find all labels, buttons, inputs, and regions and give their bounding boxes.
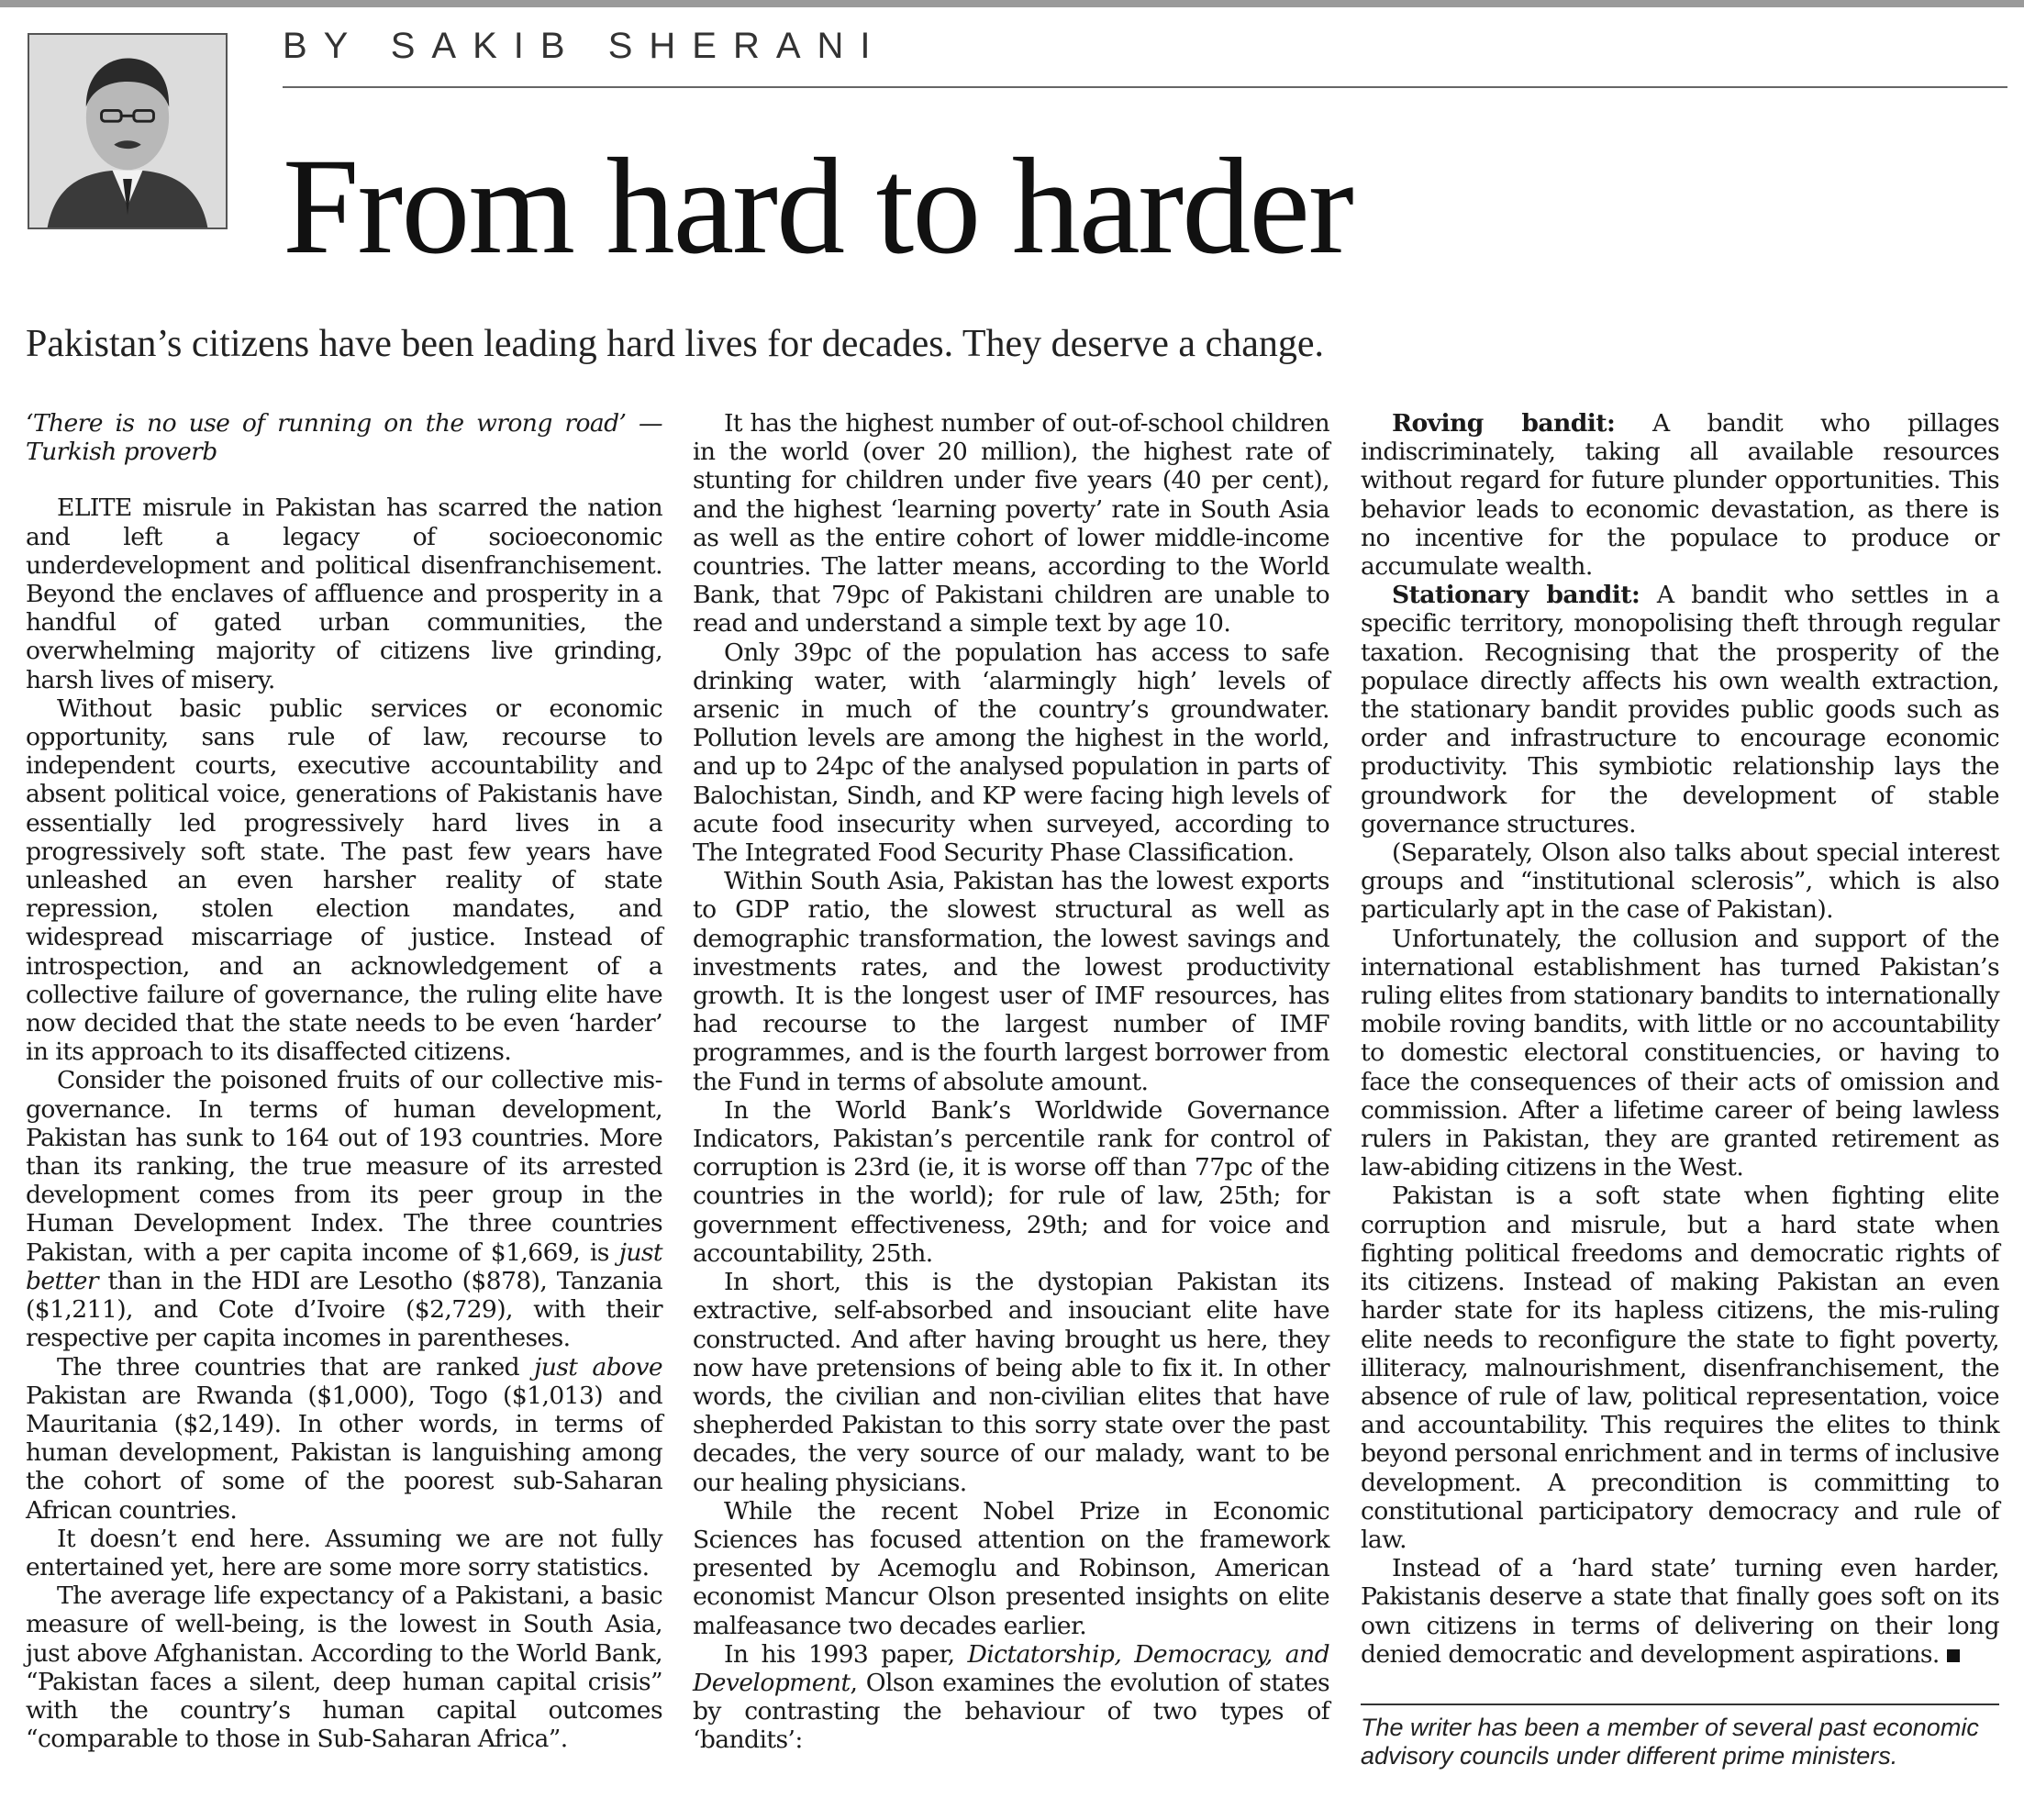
end-mark [1947,1649,1960,1662]
paragraph-text: The three countries that are ranked [57,1352,535,1382]
paragraph-text: Instead of a ‘hard state’ turning even harder, Pakistanis deserve a state that finally goes soft on its own citizens in terms of delivering on their long denied democratic and development aspirations. [1361,1554,1999,1669]
paragraph [1361,409,1999,581]
byline: BY SAKIB SHERANI [283,26,887,66]
paragraph: In short, this is the dystopian Pakistan its extractive, self-absorbed and insouciant elite have constructed. And after having brought us here, they now have pretensions of being able to fix it. In other words, the civilian and non-civilian elites that have shepherded Pakistan to this sorry state over the past decades, the very source of our malady, want to be our healing physicians. [693,1268,1329,1497]
author-footnote: The writer has been a member of several past economic advisory councils under different prime ministers. [1361,1714,1979,1770]
article-column-3 [1361,409,1999,1813]
article-column-2 [693,409,1329,1813]
paragraph-text: Consider the poisoned fruits of our collective mis-governance. In terms of human development, Pakistan has sunk to 164 out of 193 countries. More than its ranking, the true measure of its arrested development comes from its peer group in the Human Development Index. The three countries Pakistan, with a per capita income of $1,669, is [26,1066,662,1267]
term-label: Stationary bandit: [1392,581,1640,610]
paragraph: Unfortunately, the collusion and support of the international establishment has turned Pakistan’s ruling elites from stationary bandits to internationally mobile roving bandits, with little or no accountability to domestic electoral constituencies, or having to face the consequences of their acts of omission and commission. After a lifetime career of being lawless rulers in Pakistan, they are granted retirement as law-abiding citizens in the West. [1361,924,1999,1182]
paragraph-text: In his 1993 paper, [724,1639,968,1669]
paragraph [693,1640,1329,1755]
standfirst: Pakistan’s citizens have been leading hard lives for decades. They deserve a change. [26,323,1324,365]
emphasis: just above [534,1352,662,1382]
footnote-rule [1361,1703,1999,1705]
headline: From hard to harder [283,130,1352,283]
paragraph: ELITE misrule in Pakistan has scarred the nation and left a legacy of socioeconomic underdevelopment and political disenfranchisement. Beyond the enclaves of affluence and prosperity in a handful of gated urban communities, the overwhelming majority of citizens live grinding, harsh lives of misery. [26,494,662,694]
emphasis: just better [26,1237,662,1295]
paragraph-text: A bandit who pillages indiscriminately, taking all available resources without regard for future plunder opportunities. This behavior leads to economic devastation, as there is no incentive for the populace to produce or accumulate wealth. [1361,409,1999,582]
paragraph-text: , Olson examines the evolution of states by contrasting the behaviour of two types of ‘bandits’: [693,1668,1329,1755]
author-portrait [28,33,228,229]
paragraph: It has the highest number of out-of-school children in the world (over 20 million), the highest rate of stunting for children under five years (40 per cent), and the highest ‘learning poverty’ rate in South Asia as well as the entire cohort of lower middle-income countries. The latter means, according to the World Bank, that 79pc of Pakistani children are unable to read and understand a simple text by age 10. [693,409,1329,638]
paragraph: Within South Asia, Pakistan has the lowest exports to GDP ratio, the slowest structural as well as demographic transformation, the lowest savings and investments rates, and the lowest productivity growth. It is the longest user of IMF resources, has had recourse to the largest number of IMF programmes, and is the fourth largest borrower from the Fund in terms of absolute amount. [693,867,1329,1096]
paragraph-text: Pakistan are Rwanda ($1,000), Togo ($1,013) and Mauritania ($2,149). In other words, in terms of human development, Pakistan is languishing among the cohort of some of the poorest sub-Saharan African countries. [26,1381,662,1525]
paragraph [26,1353,662,1525]
byline-rule [283,86,2007,88]
term-label: Roving bandit: [1392,409,1616,438]
paragraph: Only 39pc of the population has access to safe drinking water, with ‘alarmingly high’ levels of arsenic in much of the country’s groundwater. Pollution levels are among the highest in the world, and up to 24pc of the analysed population in parts of Balochistan, Sindh, and KP were facing high levels of acute food insecurity when surveyed, according to The Integrated Food Security Phase Classification. [693,638,1329,868]
paragraph: In the World Bank’s Worldwide Governance Indicators, Pakistan’s percentile rank for control of corruption is 23rd (ie, it is worse off than 77pc of the countries in the world); for rule of law, 25th; for government effectiveness, 29th; and for voice and accountability, 25th. [693,1095,1329,1268]
paragraph: The average life expectancy of a Pakistani, a basic measure of well-being, is the lowest in South Asia, just above Afghanistan. According to the World Bank, “Pakistan faces a silent, deep human capital crisis” with the country’s human capital outcomes “comparable to those in Sub-Saharan Africa”. [26,1581,662,1754]
epigraph: ‘There is no use of running on the wrong road’ — Turkish proverb [26,409,662,467]
paragraph [1361,581,1999,838]
author-portrait-illustration [29,35,226,228]
paragraph: While the recent Nobel Prize in Economic Sciences has focused attention on the framework presented by Acemoglu and Robinson, American economist Mancur Olson presented insights on elite malfeasance two decades earlier. [693,1496,1329,1640]
paragraph-text: than in the HDI are Lesotho ($878), Tanzania ($1,211), and Cote d’Ivoire ($2,729), with their respective per capita incomes in parentheses. [26,1266,662,1353]
article-column-1 [26,409,662,1813]
paper-title: Dictatorship, Democracy, and Development [693,1639,1330,1697]
paragraph [1361,1554,1999,1669]
paragraph: (Separately, Olson also talks about special interest groups and “institutional sclerosis”, which is also particularly apt in the case of Pakistan). [1361,838,1999,925]
paragraph [26,1066,662,1352]
paragraph: Without basic public services or economic opportunity, sans rule of law, recourse to independent courts, executive accountability and absent political voice, generations of Pakistanis have essentially led progressively hard lives in a progressively soft state. The past few years have unleashed an even harsher reality of state repression, stolen election mandates, and widespread miscarriage of justice. Instead of introspection, and an acknowledgement of a collective failure of governance, the ruling elite have now decided that the state needs to be even ‘harder’ in its approach to its disaffected citizens. [26,694,662,1067]
paragraph: It doesn’t end here. Assuming we are not fully entertained yet, here are some more sorry statistics. [26,1524,662,1581]
top-rule [0,0,2024,7]
paragraph: Pakistan is a soft state when fighting elite corruption and misrule, but a hard state when fighting political freedoms and democratic rights of its citizens. Instead of making Pakistan an even harder state for its hapless citizens, the mis-ruling elite needs to reconfigure the state to fight poverty, illiteracy, malnourishment, disenfranchisement, the absence of rule of law, political representation, voice and accountability. This requires the elites to think beyond personal enrichment and in terms of inclusive development. A precondition is committing to constitutional participatory democracy and rule of law. [1361,1182,1999,1554]
paragraph-text: A bandit who settles in a specific territory, monopolising theft through regular taxation. Recognising that the prosperity of the populace directly affects his own wealth extraction, the stationary bandit provides public goods such as order and infrastructure to encourage economic productivity. This symbiotic relationship lays the groundwork for the development of stable governance structures. [1361,581,1999,838]
